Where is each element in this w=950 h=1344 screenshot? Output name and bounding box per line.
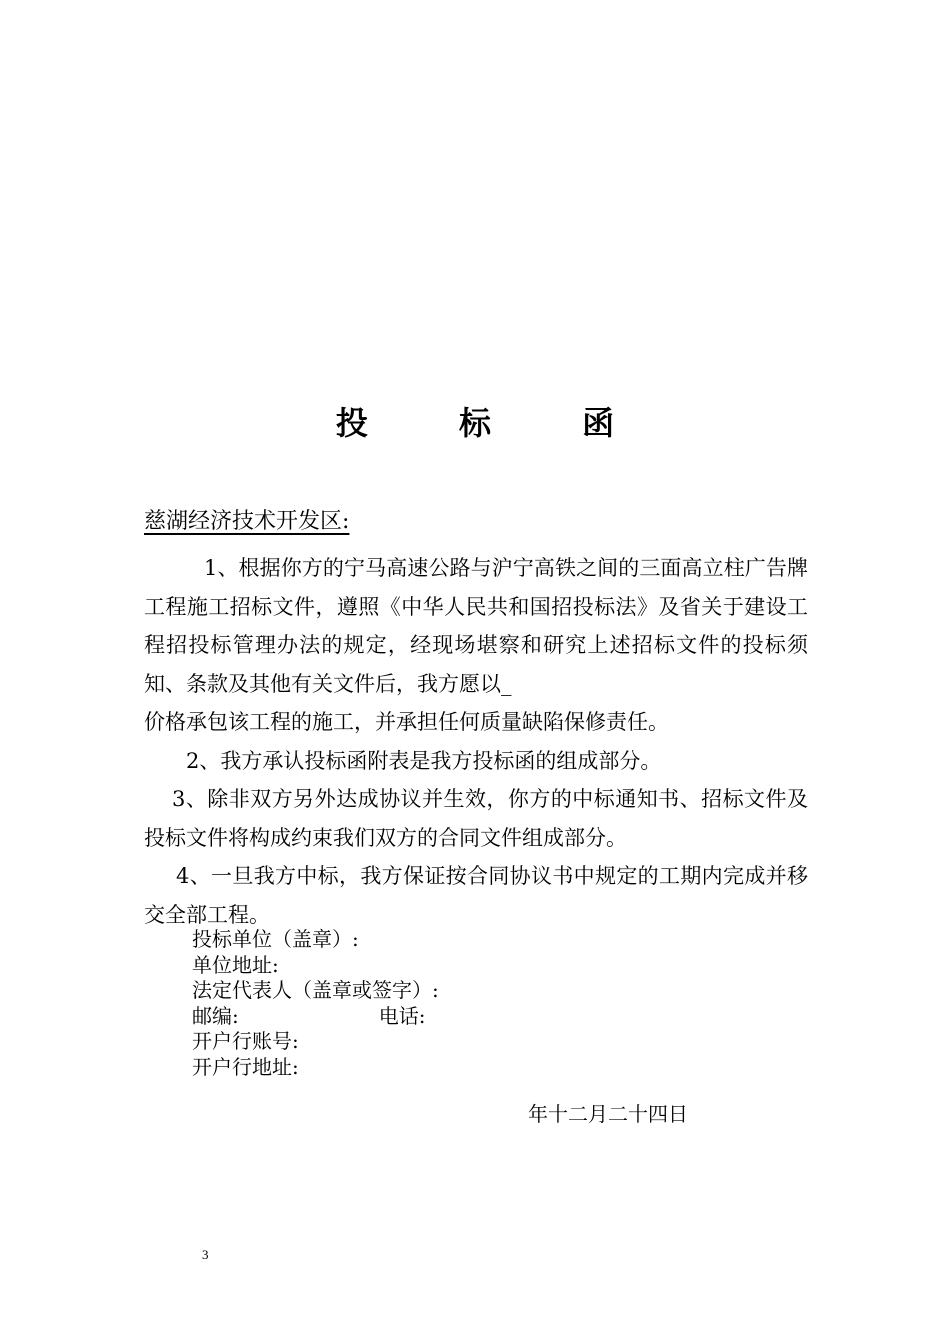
document-date: 年十二月二十四日 bbox=[528, 1102, 688, 1126]
letter-body bbox=[144, 549, 808, 934]
paragraph-1: 1、根据你方的宁马高速公路与沪宁高铁之间的三面高立柱广告牌工程施工招标文件，遵照《中华人民共和国招投标法》及省关于建设工程招投标管理办法的规定，经现场堪察和研究上述招标文件的投标须知、条款及其他有关文件后，我方愿以_ bbox=[144, 556, 808, 696]
paragraph-4: 4、一旦我方中标，我方保证按合同协议书中规定的工期内完成并移交全部工程。 bbox=[144, 864, 808, 927]
bidder-unit-label: 投标单位（盖章）: bbox=[192, 927, 359, 951]
bank-account-label: 开户行账号: bbox=[192, 1029, 299, 1053]
phone-label: 电话: bbox=[378, 1003, 426, 1028]
page-number: 3 bbox=[202, 1247, 209, 1262]
postcode-phone-line bbox=[192, 1004, 752, 1030]
bank-address-label: 开户行地址: bbox=[192, 1054, 299, 1079]
addressee: 慈湖经济技术开发区: bbox=[144, 509, 350, 534]
postcode-label: 邮编: bbox=[192, 1003, 239, 1028]
unit-address-label: 单位地址: bbox=[192, 952, 279, 977]
bidder-info-block bbox=[192, 927, 752, 1080]
paragraph-3: 3、除非双方另外达成协议并生效，你方的中标通知书、招标文件及投标文件将构成约束我们双方的合同文件组成部分。 bbox=[144, 787, 808, 850]
legal-representative-label: 法定代表人（盖章或签字）: bbox=[192, 978, 439, 1002]
paragraph-2: 2、我方承认投标函附表是我方投标函的组成部分。 bbox=[186, 748, 662, 773]
paragraph-1-continuation: 价格承包该工程的施工，并承担任何质量缺陷保修责任。 bbox=[144, 710, 669, 734]
document-title: 投 标 函 bbox=[335, 404, 655, 442]
